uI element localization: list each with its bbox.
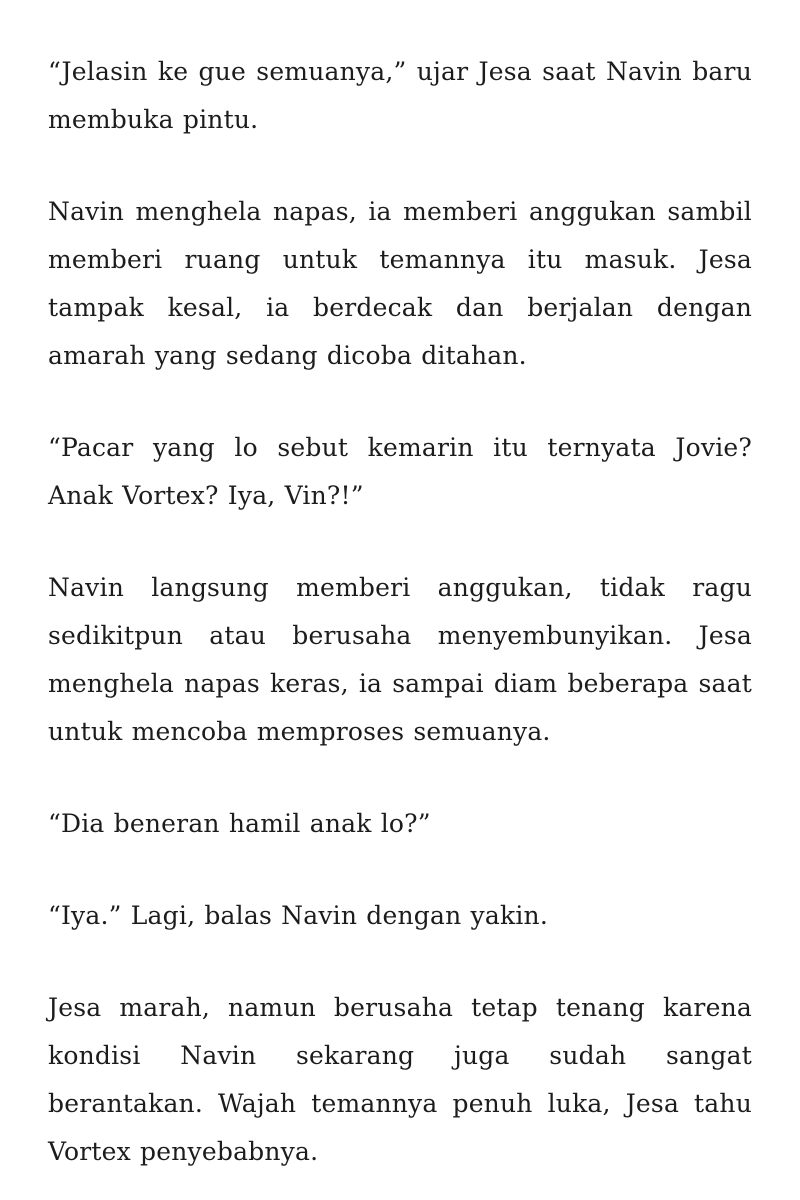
paragraph-5: “Dia beneran hamil anak lo?” bbox=[48, 809, 431, 838]
paragraph-1: “Jelasin ke gue semuanya,” ujar Jesa saat Navin baru membuka pintu. bbox=[48, 57, 752, 134]
paragraph-2: Navin menghela napas, ia memberi anggukan sambil memberi ruang untuk temannya itu masuk. Jesa tampak kesal, ia berdecak dan berjalan dengan amarah yang sedang dicoba ditahan. bbox=[48, 197, 752, 370]
paragraph-7: Jesa marah, namun berusaha tetap tenang karena kondisi Navin sekarang juga sudah sangat berantakan. Wajah temannya penuh luka, Jesa tahu Vortex penyebabnya. bbox=[48, 993, 752, 1166]
paragraph-4: Navin langsung memberi anggukan, tidak ragu sedikitpun atau berusaha menyembunyikan. Jesa menghela napas keras, ia sampai diam beberapa saat untuk mencoba memproses semuanya. bbox=[48, 573, 752, 746]
paragraph-6: “Iya.” Lagi, balas Navin dengan yakin. bbox=[48, 901, 548, 930]
paragraph-3: “Pacar yang lo sebut kemarin itu ternyata Jovie? Anak Vortex? Iya, Vin?!” bbox=[48, 433, 752, 510]
